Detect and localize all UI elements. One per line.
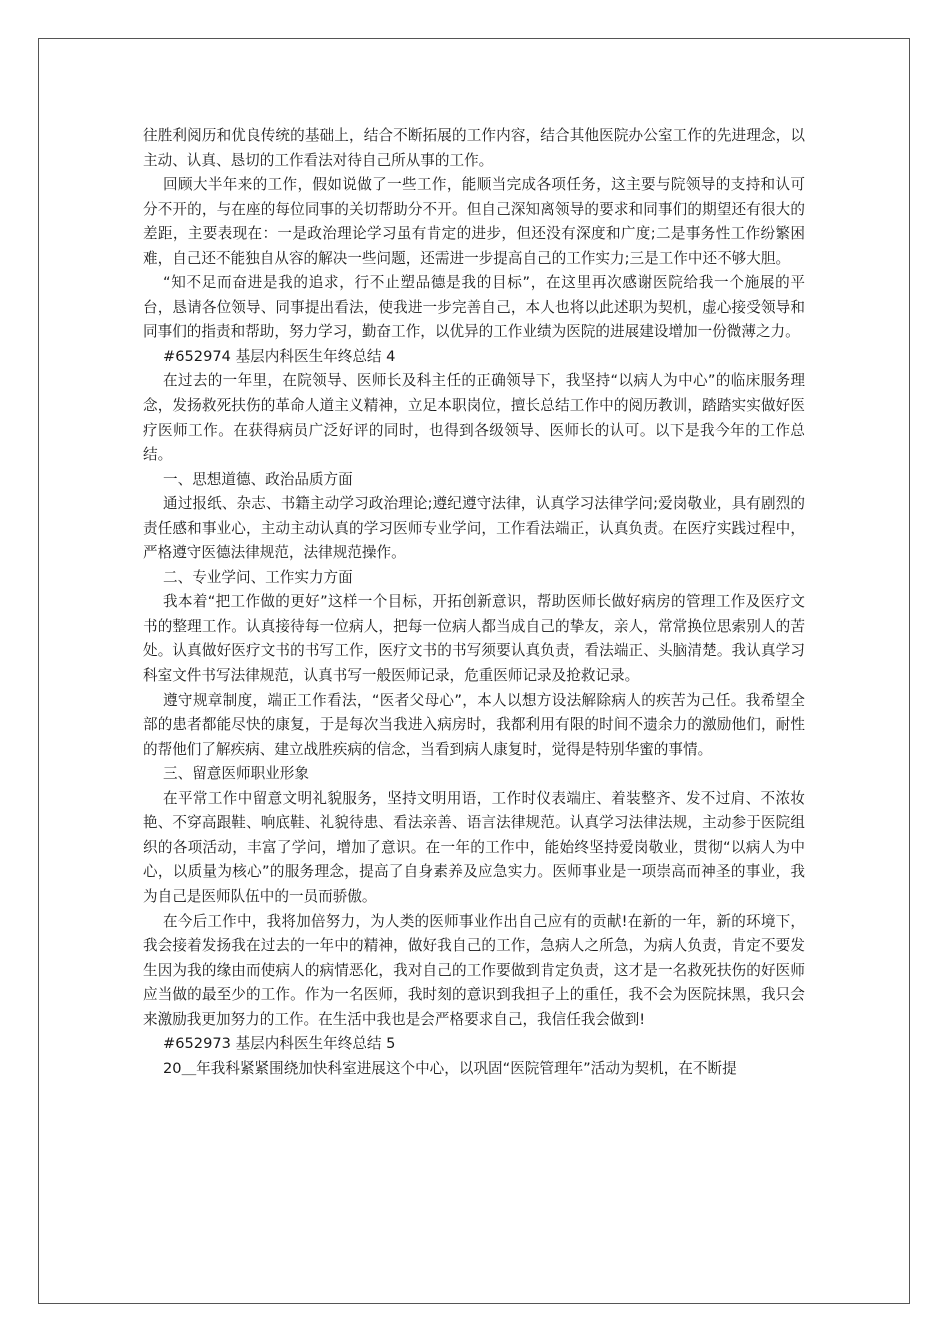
paragraph-continuation: 往胜利阅历和优良传统的基础上，结合不断拓展的工作内容，结合其他医院办公室工作的先进理念，以主动、认真、恳切的工作看法对待自己所从事的工作。: [143, 127, 805, 169]
paragraph-summary-4-intro: 在过去的一年里，在院领导、医师长及科主任的正确领导下，我坚持“以病人为中心”的临床服务理念，发扬救死扶伤的革命人道主义精神，立足本职岗位，擅长总结工作中的阅历教训，踏踏实实做好医疗医师工作。在获得病员广泛好评的同时，也得到各级领导、医师长的认可。以下是我今年的工作总结。: [143, 372, 805, 464]
paragraph-closing-quote: “知不足而奋进是我的追求，行不止塑品德是我的目标”，在这里再次感谢医院给我一个施展的平台，恳请各位领导、同事提出看法，使我进一步完善自己，本人也将以此述职为契机，虚心接受领导和同事们的指责和帮助，努力学习，勤奋工作，以优异的工作业绩为医院的进展建设增加一份微薄之力。: [143, 274, 805, 341]
paragraph-image: 在平常工作中留意文明礼貌服务，坚持文明用语，工作时仪表端庄、着装整齐、发不过肩、不浓妆艳、不穿高跟鞋、响底鞋、礼貌待患、看法亲善、语言法律规范。认真学习法律法规，主动参于医院组织的各项活动，丰富了学问，增加了意识。在一年的工作中，能始终坚持爱岗敬业，贯彻“以病人为中心，以质量为核心”的服务理念，提高了自身素养及应急实力。医师事业是一项崇高而神圣的事业，我为自己是医师队伍中的一员而骄傲。: [143, 789, 805, 905]
subheading-ideology: 一、思想道德、政治品质方面: [163, 470, 353, 488]
paragraph-review: 回顾大半年来的工作，假如说做了一些工作，能顺当完成各项任务，这主要与院领导的支持和认可分不开的，与在座的每位同事的关切帮助分不开。但自己深知离领导的要求和同事们的期望还有很大的差距，主要表现在：一是政治理论学习虽有肯定的进步，但还没有深度和广度;二是事务性工作纷繁困难，自己还不能独自从容的解决一些问题，还需进一步提高自己的工作实力;三是工作中还不够大胆。: [143, 176, 805, 267]
section-heading-summary-5: #652973 基层内科医生年终总结 5: [163, 1035, 396, 1053]
subheading-professional: 二、专业学问、工作实力方面: [163, 568, 353, 586]
document-body: [143, 124, 805, 1081]
paragraph-ideology: 通过报纸、杂志、书籍主动学习政治理论;遵纪遵守法律，认真学习法律学问;爱岗敬业，具有剧烈的责任感和事业心，主动主动认真的学习医师专业学问，工作看法端正，认真负责。在医疗实践过程中，严格遵守医德法律规范，法律规范操作。: [143, 495, 805, 562]
subheading-image: 三、留意医师职业形象: [163, 765, 309, 783]
section-heading-summary-4: #652974 基层内科医生年终总结 4: [163, 347, 396, 365]
paragraph-professional: 我本着“把工作做的更好”这样一个目标，开拓创新意识，帮助医师长做好病房的管理工作及医疗文书的整理工作。认真接待每一位病人，把每一位病人都当成自己的挚友，亲人，常常换位思索别人的苦处。认真做好医疗文书的书写工作，医疗文书的书写须要认真负责，看法端正、头脑清楚。我认真学习科室文件书写法律规范，认真书写一般医师记录，危重医师记录及抢救记录。: [143, 593, 805, 685]
paragraph-future: 在今后工作中，我将加倍努力，为人类的医师事业作出自己应有的贡献!在新的一年，新的环境下，我会接着发扬我在过去的一年中的精神，做好我自己的工作，急病人之所急，为病人负责，肯定不要发生因为我的缘由而使病人的病情恶化，我对自己的工作要做到肯定负责，这才是一名救死扶伤的好医师应当做的最至少的工作。作为一名医师，我时刻的意识到我担子上的重任，我不会为医院抹黑，我只会来激励我更加努力的工作。在生活中我也是会严格要求自己，我信任我会做到!: [143, 912, 805, 1028]
paragraph-summary-5-intro: 20＿年我科紧紧围绕加快科室进展这个中心，以巩固“医院管理年”活动为契机，在不断提: [163, 1059, 737, 1077]
paragraph-rules: 遵守规章制度，端正工作看法，“医者父母心”，本人以想方设法解除病人的疾苦为己任。我希望全部的患者都能尽快的康复，于是每次当我进入病房时，我都利用有限的时间不遗余力的激励他们，耐性的帮他们了解疾病、建立战胜疾病的信念，当看到病人康复时，觉得是特别华蜜的事情。: [143, 691, 805, 758]
